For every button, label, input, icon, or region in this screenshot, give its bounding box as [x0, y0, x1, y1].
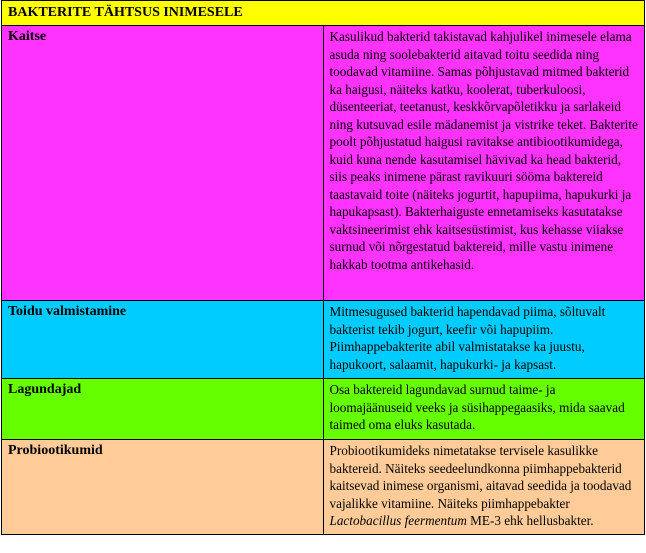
- row-text-lagundajad: Osa baktereid lagundavad surnud taime- ja loomajäänuseid veeks ja süsihappegaasiks, mida saavad taimed oma eluks kasutada.: [323, 379, 645, 440]
- bacteria-importance-table: [1, 0, 645, 535]
- table-row-kaitse: [2, 26, 645, 301]
- table-row-probiootikumid: [2, 440, 645, 535]
- row-label-kaitse: Kaitse: [2, 26, 324, 301]
- table-row-toidu-valmistamine: [2, 301, 645, 379]
- probiootikumid-species-name: Lactobacillus feermentum: [329, 513, 467, 528]
- table-title: BAKTERITE TÄHTSUS INIMESELE: [2, 1, 645, 26]
- row-text-kaitse: Kasulikud bakterid takistavad kahjulikel inimesele elama asuda ning soolebakterid aitavad toitu seedida ning toodavad vitamiine. Samas põhjustavad mitmed bakterid ka haigusi, näiteks katku, koolerat, tuberkuloosi, düsenteeriat, teetanust, keskkõrvapõletikku ja sarlakeid ning kutsuvad esile mädanemist ja vistrike teket. Bakterite poolt põhjustatud haigusi ravitakse antibiootikumidega, kuid kuna nende kasutamisel hävivad ka head bakterid, siis peaks inimene pärast ravikuuri sööma baktereid taastavaid toite (näiteks jogurtit, hapupiima, hapukurki ja hapukapsast). Bakterhaiguste ennetamiseks kasutatakse vaktsineerimist ehk kaitsesüstimist, kus kehasse viiakse surnud või nõrgestatud baktereid, mille vastu inimene hakkab tootma antikehasid.: [323, 26, 645, 301]
- row-label-probiootikumid: Probiootikumid: [2, 440, 324, 535]
- row-text-toidu-valmistamine: Mitmesugused bakterid hapendavad piima, sõltuvalt bakterist tekib jogurt, keefir või hapupiim. Piimhappebakterite abil valmistatakse ka juustu, hapukoort, salaamit, hapukurki- ja kapsast.: [323, 301, 645, 379]
- table-title-row: [2, 1, 645, 26]
- probiootikumid-text-before: Probiootikumideks nimetatakse tervisele kasulikke baktereid. Näiteks seedeelundkonna piimhappebakterid kaitsevad inimese organismi, aitavad seedida ja toodavad vajalikke vitamiine. Näiteks piimhappebakter: [329, 443, 632, 511]
- probiootikumid-text-after: ME-3 ehk hellusbakter.: [466, 513, 594, 528]
- row-text-probiootikumid: [323, 440, 645, 535]
- table-row-lagundajad: [2, 379, 645, 440]
- row-label-lagundajad: Lagundajad: [2, 379, 324, 440]
- row-label-toidu-valmistamine: Toidu valmistamine: [2, 301, 324, 379]
